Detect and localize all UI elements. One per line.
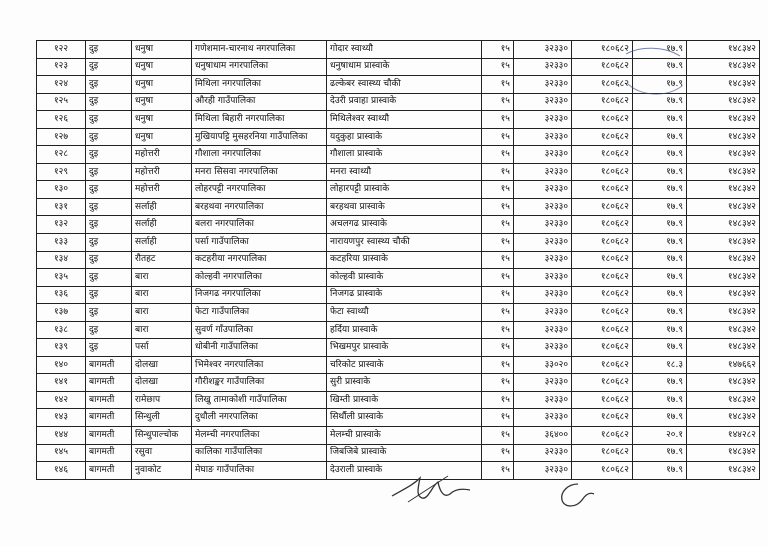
local-level-cell: बलरा नगरपालिका <box>192 216 327 234</box>
table-row <box>37 391 760 409</box>
health-office-cell: निजगढ प्रास्वाके <box>327 286 482 304</box>
amount-cell: १५ <box>482 409 514 427</box>
district-cell: धनुषा <box>132 128 192 146</box>
amount-cell: १८०६८२ <box>572 198 633 216</box>
signature-2 <box>552 478 596 512</box>
amount-cell: १५ <box>482 76 514 94</box>
amount-cell: ३२३३० <box>514 391 572 409</box>
amount-cell: १८०६८२ <box>572 321 633 339</box>
district-cell: महोत्तरी <box>132 146 192 164</box>
table-body <box>37 41 760 480</box>
table-row <box>37 286 760 304</box>
amount-cell: १४८३४२ <box>687 198 760 216</box>
district-cell: दोलखा <box>132 356 192 374</box>
amount-cell: १४८३४२ <box>687 286 760 304</box>
district-cell: सर्लाही <box>132 216 192 234</box>
serial-number-cell: १२४ <box>37 76 86 94</box>
province-cell: दुइ <box>86 251 132 269</box>
health-office-cell: देउरी प्रवाहा प्रास्वाके <box>327 93 482 111</box>
serial-number-cell: १२३ <box>37 58 86 76</box>
amount-cell: १५ <box>482 444 514 462</box>
amount-cell: १५ <box>482 356 514 374</box>
table-row <box>37 356 760 374</box>
amount-cell: ३२३३० <box>514 234 572 252</box>
province-cell: दुइ <box>86 269 132 287</box>
amount-cell: ३२३३० <box>514 339 572 357</box>
health-office-cell: गौशाला प्रास्वाके <box>327 146 482 164</box>
district-cell: सिन्धुपाल्चोक <box>132 427 192 445</box>
table-row <box>37 374 760 392</box>
table-row <box>37 128 760 146</box>
health-office-cell: कोल्हवी प्रास्वाके <box>327 269 482 287</box>
health-office-cell: अचलगढ प्रास्वाके <box>327 216 482 234</box>
amount-cell: १४८३४२ <box>687 111 760 129</box>
amount-cell: ३२३३० <box>514 163 572 181</box>
local-level-cell: पर्सा गाउँपालिका <box>192 234 327 252</box>
serial-number-cell: १२६ <box>37 111 86 129</box>
health-office-cell: हर्दिया प्रास्वाके <box>327 321 482 339</box>
table-row <box>37 198 760 216</box>
percent-cell: १७.९ <box>633 339 687 357</box>
local-level-cell: निजगढ नगरपालिका <box>192 286 327 304</box>
amount-cell: १८०६८२ <box>572 304 633 322</box>
amount-cell: १५ <box>482 462 514 480</box>
amount-cell: १५ <box>482 41 514 59</box>
amount-cell: १८०६८२ <box>572 216 633 234</box>
local-level-cell: गौरीशङ्कर गाउँपालिका <box>192 374 327 392</box>
amount-cell: ३२३३० <box>514 216 572 234</box>
serial-number-cell: १४४ <box>37 427 86 445</box>
health-office-cell: खिम्ती प्रास्वाके <box>327 391 482 409</box>
district-cell: सर्लाही <box>132 198 192 216</box>
local-level-cell: धनुषाधाम नगरपालिका <box>192 58 327 76</box>
percent-cell: १७.९ <box>633 181 687 199</box>
table-row <box>37 304 760 322</box>
amount-cell: १५ <box>482 216 514 234</box>
percent-cell: १७.९ <box>633 286 687 304</box>
amount-cell: १४८३४२ <box>687 181 760 199</box>
percent-cell: १७.९ <box>633 216 687 234</box>
health-office-cell: कटहरिया प्रास्वाके <box>327 251 482 269</box>
health-office-cell: ढल्केबर स्वास्थ्य चौकी <box>327 76 482 94</box>
amount-cell: १५ <box>482 269 514 287</box>
table-row <box>37 427 760 445</box>
health-office-cell: धनुषाधाम प्रास्वाके <box>327 58 482 76</box>
district-cell: बारा <box>132 304 192 322</box>
province-cell: दुइ <box>86 339 132 357</box>
amount-cell: १८०६८२ <box>572 163 633 181</box>
health-office-cell: फेटा स्वाथ्यौ <box>327 304 482 322</box>
province-cell: दुइ <box>86 234 132 252</box>
amount-cell: ३२३३० <box>514 128 572 146</box>
amount-cell: ३२३३० <box>514 286 572 304</box>
province-cell: बागमती <box>86 427 132 445</box>
serial-number-cell: १४६ <box>37 462 86 480</box>
health-office-cell: गोदार स्वाथ्यौ <box>327 41 482 59</box>
province-cell: दुइ <box>86 58 132 76</box>
percent-cell: १७.९ <box>633 163 687 181</box>
amount-cell: १४८३४२ <box>687 304 760 322</box>
percent-cell: २०.१ <box>633 427 687 445</box>
percent-cell: १८.३ <box>633 356 687 374</box>
amount-cell: १४८३४२ <box>687 251 760 269</box>
serial-number-cell: १३४ <box>37 251 86 269</box>
district-cell: बारा <box>132 321 192 339</box>
amount-cell: ३३०२० <box>514 356 572 374</box>
amount-cell: १४८३४२ <box>687 409 760 427</box>
province-cell: दुइ <box>86 216 132 234</box>
percent-cell: १७.९ <box>633 146 687 164</box>
percent-cell: १७.९ <box>633 93 687 111</box>
local-level-cell: भिमेश्वर नगरपालिका <box>192 356 327 374</box>
amount-cell: १४८३४२ <box>687 234 760 252</box>
amount-cell: ३२३३० <box>514 41 572 59</box>
amount-cell: १४८३४२ <box>687 462 760 480</box>
table-row <box>37 234 760 252</box>
amount-cell: १८०६८२ <box>572 146 633 164</box>
amount-cell: १८०६८२ <box>572 374 633 392</box>
amount-cell: १५ <box>482 58 514 76</box>
district-cell: धनुषा <box>132 93 192 111</box>
local-level-cell: मेलम्ची नगरपालिका <box>192 427 327 445</box>
province-cell: बागमती <box>86 409 132 427</box>
amount-cell: १८०६८२ <box>572 269 633 287</box>
province-cell: दुइ <box>86 163 132 181</box>
percent-cell: १७.९ <box>633 41 687 59</box>
table-row <box>37 181 760 199</box>
amount-cell: ३२३३० <box>514 76 572 94</box>
local-level-cell: धोबीनी गाउँपालिका <box>192 339 327 357</box>
serial-number-cell: १२७ <box>37 128 86 146</box>
amount-cell: ३२३३० <box>514 198 572 216</box>
amount-cell: १४४२८२ <box>687 427 760 445</box>
amount-cell: १५ <box>482 93 514 111</box>
district-cell: धनुषा <box>132 111 192 129</box>
percent-cell: १७.९ <box>633 444 687 462</box>
local-level-cell: कटहरीया नगरपालिका <box>192 251 327 269</box>
district-cell: रौतहट <box>132 251 192 269</box>
amount-cell: १४८३४२ <box>687 216 760 234</box>
amount-cell: १८०६८२ <box>572 111 633 129</box>
local-level-cell: दुधौली नगरपालिका <box>192 409 327 427</box>
province-cell: बागमती <box>86 391 132 409</box>
province-cell: दुइ <box>86 304 132 322</box>
district-cell: रसुवा <box>132 444 192 462</box>
local-level-cell: सुवर्ण गाँउपालिका <box>192 321 327 339</box>
amount-cell: १८०६८२ <box>572 462 633 480</box>
province-cell: बागमती <box>86 374 132 392</box>
local-level-cell: फेटा गाउँपालिका <box>192 304 327 322</box>
local-level-cell: मुखियापट्टि मुसहरनिया गाउँपालिका <box>192 128 327 146</box>
serial-number-cell: १४० <box>37 356 86 374</box>
amount-cell: १८०६८२ <box>572 41 633 59</box>
health-office-cell: मनरा स्वाथ्यौ <box>327 163 482 181</box>
amount-cell: १८०६८२ <box>572 76 633 94</box>
serial-number-cell: १३८ <box>37 321 86 339</box>
district-cell: बारा <box>132 269 192 287</box>
amount-cell: १८०६८२ <box>572 251 633 269</box>
district-cell: पर्सा <box>132 339 192 357</box>
serial-number-cell: १२८ <box>37 146 86 164</box>
amount-cell: ३२३३० <box>514 146 572 164</box>
health-office-cell: सिर्थौली प्रास्वाके <box>327 409 482 427</box>
local-level-cell: मिथिला बिहारी नगरपालिका <box>192 111 327 129</box>
amount-cell: १४८३४२ <box>687 93 760 111</box>
amount-cell: १५ <box>482 286 514 304</box>
serial-number-cell: १३१ <box>37 198 86 216</box>
amount-cell: १५ <box>482 128 514 146</box>
amount-cell: १८०६८२ <box>572 93 633 111</box>
percent-cell: १७.९ <box>633 391 687 409</box>
amount-cell: ३२३३० <box>514 374 572 392</box>
amount-cell: १४७६६२ <box>687 356 760 374</box>
district-cell: धनुषा <box>132 76 192 94</box>
amount-cell: १४८३४२ <box>687 339 760 357</box>
district-cell: दोलखा <box>132 374 192 392</box>
amount-cell: १८०६८२ <box>572 58 633 76</box>
amount-cell: १४८३४२ <box>687 76 760 94</box>
allocation-table <box>36 40 760 480</box>
local-level-cell: गणेशमान-चारनाथ नगरपालिका <box>192 41 327 59</box>
signature-1 <box>388 470 474 506</box>
amount-cell: ३२३३० <box>514 462 572 480</box>
province-cell: दुइ <box>86 181 132 199</box>
health-office-cell: देउराली प्रास्वाके <box>327 462 482 480</box>
local-level-cell: गौशाला नगरपालिका <box>192 146 327 164</box>
district-cell: नुवाकोट <box>132 462 192 480</box>
table-row <box>37 409 760 427</box>
amount-cell: १४८३४२ <box>687 128 760 146</box>
amount-cell: १४८३४२ <box>687 269 760 287</box>
province-cell: दुइ <box>86 321 132 339</box>
health-office-cell: मिथिलेश्वर स्वाथ्यौ <box>327 111 482 129</box>
amount-cell: १५ <box>482 111 514 129</box>
local-level-cell: कोल्हवी नगरपालिका <box>192 269 327 287</box>
table-row <box>37 444 760 462</box>
province-cell: बागमती <box>86 356 132 374</box>
amount-cell: १४८३४२ <box>687 58 760 76</box>
local-level-cell: लिखु तामाकोशी गाउँपालिका <box>192 391 327 409</box>
local-level-cell: बरहथवा नगरपालिका <box>192 198 327 216</box>
amount-cell: १८०६८२ <box>572 409 633 427</box>
district-cell: धनुषा <box>132 58 192 76</box>
amount-cell: १५ <box>482 234 514 252</box>
stamp-mark <box>620 44 686 104</box>
amount-cell: १८०६८२ <box>572 181 633 199</box>
amount-cell: ३२३३० <box>514 251 572 269</box>
amount-cell: १४८३४२ <box>687 146 760 164</box>
health-office-cell: चरिकोट प्रास्वाके <box>327 356 482 374</box>
amount-cell: ३२३३० <box>514 409 572 427</box>
province-cell: दुइ <box>86 286 132 304</box>
health-office-cell: जिबजिबे प्रास्वाके <box>327 444 482 462</box>
amount-cell: १८०६८२ <box>572 427 633 445</box>
province-cell: दुइ <box>86 41 132 59</box>
amount-cell: ३६४०० <box>514 427 572 445</box>
province-cell: दुइ <box>86 93 132 111</box>
amount-cell: १५ <box>482 374 514 392</box>
district-cell: महोत्तरी <box>132 163 192 181</box>
amount-cell: १५ <box>482 146 514 164</box>
amount-cell: १५ <box>482 427 514 445</box>
serial-number-cell: १२५ <box>37 93 86 111</box>
amount-cell: ३२३३० <box>514 93 572 111</box>
percent-cell: १७.९ <box>633 269 687 287</box>
table-row <box>37 251 760 269</box>
amount-cell: १४८३४२ <box>687 374 760 392</box>
local-level-cell: मनरा सिसवा नगरपालिका <box>192 163 327 181</box>
amount-cell: १८०६८२ <box>572 444 633 462</box>
local-level-cell: औरही गाउँपालिका <box>192 93 327 111</box>
amount-cell: १५ <box>482 181 514 199</box>
health-office-cell: भिखमपुर प्रास्वाके <box>327 339 482 357</box>
district-cell: बारा <box>132 286 192 304</box>
table-row <box>37 111 760 129</box>
amount-cell: १४८३४२ <box>687 321 760 339</box>
serial-number-cell: १३९ <box>37 339 86 357</box>
health-office-cell: यदुकुहा प्रास्वाके <box>327 128 482 146</box>
percent-cell: १७.९ <box>633 76 687 94</box>
amount-cell: १५ <box>482 321 514 339</box>
percent-cell: १७.९ <box>633 234 687 252</box>
health-office-cell: सुरी प्रास्वाके <box>327 374 482 392</box>
percent-cell: १७.९ <box>633 462 687 480</box>
district-cell: रामेछाप <box>132 391 192 409</box>
local-level-cell: कालिका गाउँपालिका <box>192 444 327 462</box>
amount-cell: ३२३३० <box>514 304 572 322</box>
serial-number-cell: १३२ <box>37 216 86 234</box>
serial-number-cell: १२९ <box>37 163 86 181</box>
serial-number-cell: १२२ <box>37 41 86 59</box>
amount-cell: १५ <box>482 163 514 181</box>
province-cell: बागमती <box>86 462 132 480</box>
amount-cell: ३२३३० <box>514 269 572 287</box>
amount-cell: १४८३४२ <box>687 41 760 59</box>
amount-cell: १८०६८२ <box>572 391 633 409</box>
serial-number-cell: १४२ <box>37 391 86 409</box>
percent-cell: १७.९ <box>633 111 687 129</box>
percent-cell: १७.९ <box>633 198 687 216</box>
amount-cell: ३२३३० <box>514 181 572 199</box>
amount-cell: १५ <box>482 391 514 409</box>
province-cell: दुइ <box>86 76 132 94</box>
amount-cell: १५ <box>482 304 514 322</box>
amount-cell: ३२३३० <box>514 58 572 76</box>
amount-cell: १८०६८२ <box>572 286 633 304</box>
percent-cell: १७.९ <box>633 128 687 146</box>
district-cell: महोत्तरी <box>132 181 192 199</box>
amount-cell: १८०६८२ <box>572 339 633 357</box>
serial-number-cell: १४५ <box>37 444 86 462</box>
district-cell: धनुषा <box>132 41 192 59</box>
percent-cell: १७.९ <box>633 304 687 322</box>
percent-cell: १७.९ <box>633 251 687 269</box>
serial-number-cell: १३० <box>37 181 86 199</box>
amount-cell: ३२३३० <box>514 111 572 129</box>
serial-number-cell: १४३ <box>37 409 86 427</box>
amount-cell: १८०६८२ <box>572 128 633 146</box>
serial-number-cell: १३५ <box>37 269 86 287</box>
percent-cell: १७.९ <box>633 409 687 427</box>
province-cell: बागमती <box>86 444 132 462</box>
district-cell: सर्लाही <box>132 234 192 252</box>
table-row <box>37 339 760 357</box>
amount-cell: १८०६८२ <box>572 356 633 374</box>
percent-cell: १७.९ <box>633 374 687 392</box>
health-office-cell: मेलम्ची प्रास्वाके <box>327 427 482 445</box>
amount-cell: १५ <box>482 198 514 216</box>
health-office-cell: बरहथवा प्रास्वाके <box>327 198 482 216</box>
serial-number-cell: १३७ <box>37 304 86 322</box>
amount-cell: १५ <box>482 251 514 269</box>
amount-cell: १४८३४२ <box>687 163 760 181</box>
local-level-cell: मेघाङ गाउँपालिका <box>192 462 327 480</box>
amount-cell: १४८३४२ <box>687 391 760 409</box>
table-row <box>37 146 760 164</box>
local-level-cell: मिथिला नगरपालिका <box>192 76 327 94</box>
province-cell: दुइ <box>86 111 132 129</box>
table-row <box>37 269 760 287</box>
table-row <box>37 321 760 339</box>
amount-cell: ३२३३० <box>514 444 572 462</box>
health-office-cell: नारायणपुर स्वास्थ्य चौकी <box>327 234 482 252</box>
province-cell: दुइ <box>86 128 132 146</box>
amount-cell: १४८३४२ <box>687 444 760 462</box>
amount-cell: १५ <box>482 339 514 357</box>
percent-cell: १७.९ <box>633 58 687 76</box>
province-cell: दुइ <box>86 198 132 216</box>
percent-cell: १७.९ <box>633 321 687 339</box>
serial-number-cell: १३३ <box>37 234 86 252</box>
local-level-cell: लोहरपट्टी नगरपालिका <box>192 181 327 199</box>
table-row <box>37 216 760 234</box>
table-row <box>37 163 760 181</box>
province-cell: दुइ <box>86 146 132 164</box>
serial-number-cell: १३६ <box>37 286 86 304</box>
health-office-cell: लोहारपट्टी प्रास्वाके <box>327 181 482 199</box>
amount-cell: १८०६८२ <box>572 234 633 252</box>
amount-cell: ३२३३० <box>514 321 572 339</box>
serial-number-cell: १४१ <box>37 374 86 392</box>
district-cell: सिन्धुली <box>132 409 192 427</box>
